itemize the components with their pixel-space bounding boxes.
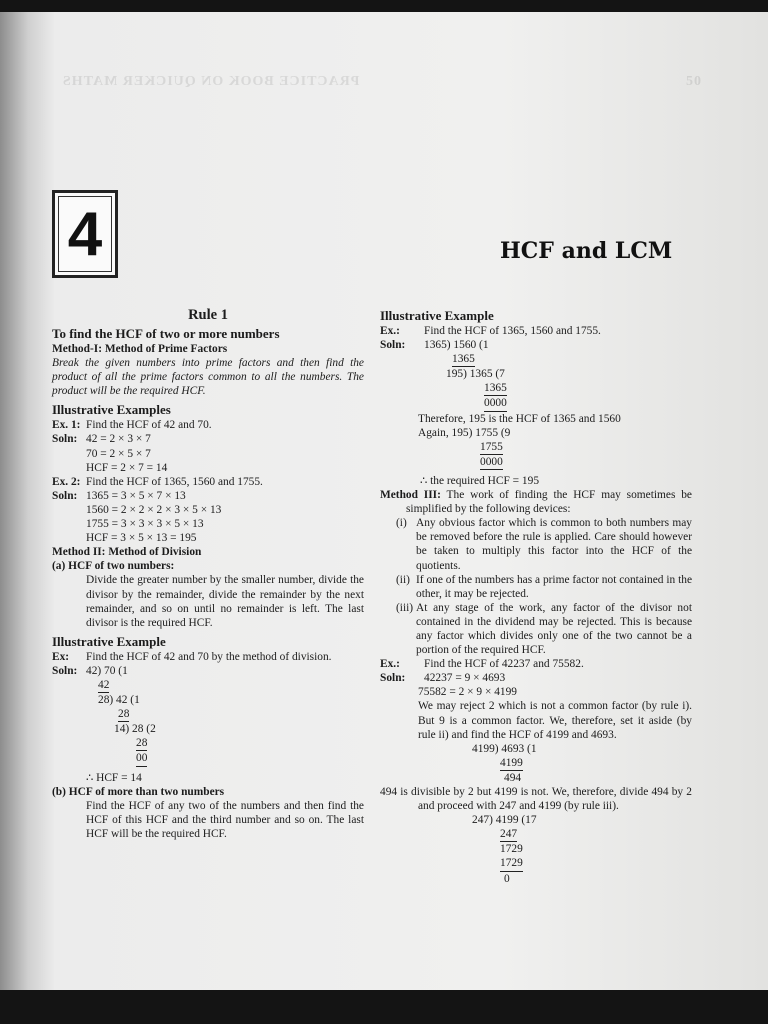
example-2-line-4: HCF = 3 × 5 × 13 = 195 [86,532,197,545]
solution-label: Soln: [52,664,78,677]
division-step: 494 [504,771,522,784]
paragraph-494: 494 is divisible by 2 but 4199 is not. We, therefore, divide 494 by 2 and proceed with 247 and 4199 (by rule iii). [380,786,692,813]
method-3-label: Method III: [380,489,441,502]
example-label: Ex.: [380,658,400,671]
division-step: 28 [136,736,147,751]
method-2-heading: Method II: Method of Division [52,546,202,559]
method-1-text: Break the given numbers into prime factors and then find the product of all the prime factors common to all the numbers. The product will be the required HCF. [52,357,364,398]
left-column [52,306,364,841]
division-step: 247) 4199 (17 [472,814,537,827]
example-1-line-3: HCF = 2 × 7 = 14 [86,461,168,474]
example-3-label: Ex: [52,650,70,663]
solution-label: Soln: [52,489,78,502]
rule-title: Rule 1 [188,307,228,323]
division-work-1 [380,352,692,411]
bleed-through-running-head: PRACTICE BOOK ON QUICKER MATHS [62,74,360,89]
example-2-line-1: 1365 = 3 × 5 × 7 × 13 [86,489,186,502]
device-item [380,601,692,657]
example-text: Find the HCF of 1365, 1560 and 1755. [424,325,601,337]
division-step: 14) 28 (2 [114,723,156,736]
division-step: 4199 [500,756,523,771]
device-text: At any stage of the work, any factor of the divisor not contained in the dividend may be rejected. This is because any factor which divides only one of the two cannot be a portion of the required HCF. [416,601,692,657]
chapter-title: HCF and LCM [500,238,673,264]
division-work [52,678,364,767]
example-3 [52,650,364,664]
device-number: (ii) [396,573,410,586]
example-2-line-3: 1755 = 3 × 3 × 3 × 5 × 13 [86,518,204,531]
example-text: Find the HCF of 42237 and 75582. [424,658,584,671]
method-3 [380,488,692,516]
solution-label: Soln: [380,339,406,352]
rule-heading: To find the HCF of two or more numbers [52,326,280,341]
division-step: 1365 [452,352,475,367]
method-2b-heading: (b) HCF of more than two numbers [52,785,225,798]
solution-paragraph: We may reject 2 which is not a common factor (by rule i). But 9 is a common factor. We, therefore, set it aside (by rule ii) and find the HCF of 4199 and 4693. [418,700,692,741]
required-hcf: ∴ the required HCF = 195 [420,474,540,487]
division-step: 42 [98,678,109,693]
again-line: Again, 195) 1755 (9 [418,426,511,439]
division-step: 1729 [500,856,523,871]
bleed-through-page-number: 50 [686,74,702,89]
division-step: 247 [500,827,517,842]
device-item [380,573,692,601]
method-3-text: The work of finding the HCF may sometimes be simplified by the following devices: [406,489,692,516]
method-2a-heading: (a) HCF of two numbers: [52,560,175,573]
example-2-line-2: 1560 = 2 × 2 × 2 × 3 × 5 × 13 [86,503,222,516]
hcf-result: ∴ HCF = 14 [86,771,142,784]
illustrative-example-heading: Illustrative Example [52,633,166,649]
division-step: 0000 [480,455,503,470]
therefore-line: Therefore, 195 is the HCF of 1365 and 1560 [418,412,621,425]
example-3-text: Find the HCF of 42 and 70 by the method of division. [86,650,332,663]
example-1-label: Ex. 1: [52,419,81,432]
device-number: (iii) [396,601,414,614]
example-2-text: Find the HCF of 1365, 1560 and 1755. [86,475,263,488]
method-2a-text: Divide the greater number by the smaller number, divide the divisor by the remainder, divide the remainder by the next remainder, and so on until no remainder is left. The last divisor is the required HCF. [86,574,364,629]
division-step: 1755 [480,440,503,455]
solution-line-1: 42237 = 9 × 4693 [424,672,506,685]
division-step: 0 [504,872,510,885]
example-1 [52,418,364,432]
division-step: 195) 1365 (7 [446,368,505,381]
right-column [380,308,692,886]
book-page [0,12,768,990]
division-step: 1365 [484,381,507,396]
division-step: 4199) 4693 (1 [472,742,537,755]
device-item [380,516,692,572]
chapter-number-box [52,190,118,278]
division-step: 42) 70 (1 [86,664,128,677]
example-label: Ex.: [380,325,400,337]
illustrative-example-heading: Illustrative Example [380,308,494,323]
division-step: 28 [118,707,129,722]
example-2 [52,475,364,489]
division-step: 00 [136,751,147,766]
method-1-heading: Method-I: Method of Prime Factors [52,343,228,355]
method-2b-text: Find the HCF of any two of the numbers and then find the HCF of this HCF and the third number and so on. The last HCF will be the required HCF. [86,799,364,840]
division-step: 0000 [484,396,507,411]
device-text: Any obvious factor which is common to both numbers may be removed before the rule is applied. Care should however be taken to multiply this factor into the HCF of the quotients. [416,517,692,572]
chapter-number: 4 [58,196,112,272]
device-text: If one of the numbers has a prime factor not contained in the other, it may be rejected. [416,573,692,600]
example-1-text: Find the HCF of 42 and 70. [86,419,212,432]
example-1-line-1: 42 = 2 × 3 × 7 [86,433,151,446]
solution-label: Soln: [52,433,78,446]
division-step: 28) 42 (1 [98,694,140,707]
solution-label: Soln: [380,672,406,685]
example-1-line-2: 70 = 2 × 5 × 7 [86,447,151,460]
division-step: 1365) 1560 (1 [424,339,489,352]
division-step: 1729 [500,843,523,856]
solution-line-2: 75582 = 2 × 9 × 4199 [418,686,518,699]
device-number: (i) [396,517,407,530]
example-2-label: Ex. 2: [52,475,81,488]
illustrative-examples-heading: Illustrative Examples [52,402,171,418]
